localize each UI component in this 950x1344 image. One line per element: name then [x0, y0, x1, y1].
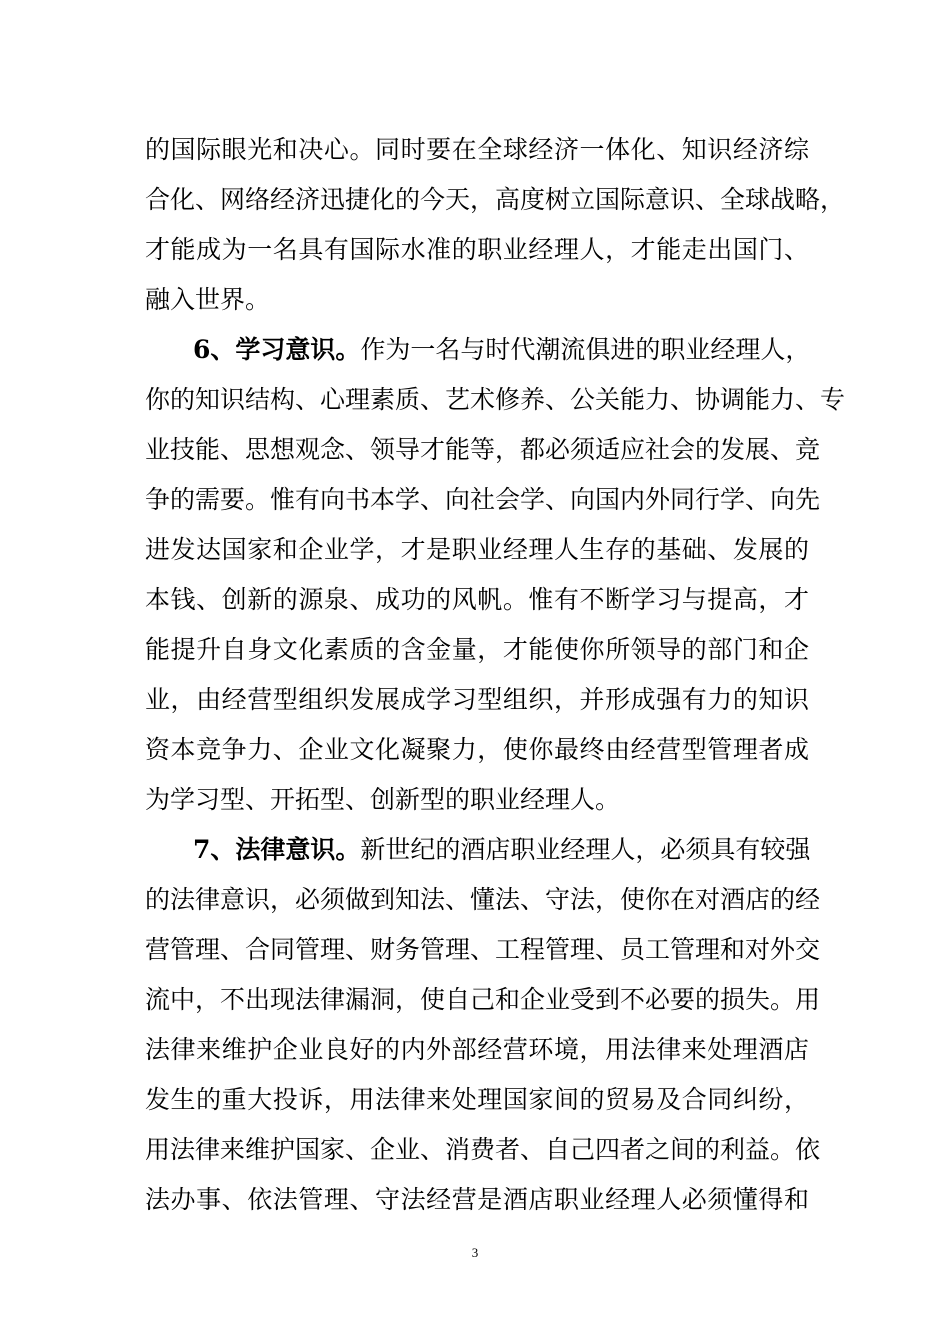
text-line: 能提升自身文化素质的含金量，才能使你所领导的部门和企 [145, 635, 809, 664]
section-7-first-line-text: 新世纪的酒店职业经理人，必须具有较强 [360, 835, 811, 864]
text-line: 争的需要。惟有向书本学、向社会学、向国内外同行学、向先 [145, 485, 821, 514]
text-line: 业，由经营型组织发展成学习型组织，并形成强有力的知识 [145, 685, 809, 714]
text-line: 你的知识结构、心理素质、艺术修养、公关能力、协调能力、专 [145, 385, 846, 414]
text-line: 为学习型、开拓型、创新型的职业经理人。 [145, 785, 621, 814]
section-6-first-line [193, 330, 809, 370]
text-line: 流中，不出现法律漏洞，使自己和企业受到不必要的损失。用 [145, 985, 821, 1014]
text-line: 用法律来维护国家、企业、消费者、自己四者之间的利益。依 [145, 1135, 821, 1164]
text-line: 本钱、创新的源泉、成功的风帆。惟有不断学习与提高，才 [145, 585, 809, 614]
text-line: 法律来维护企业良好的内外部经营环境，用法律来处理酒店 [145, 1035, 809, 1064]
text-line: 资本竞争力、企业文化凝聚力，使你最终由经营型管理者成 [145, 735, 809, 764]
section-6-first-line-text: 作为一名与时代潮流俱进的职业经理人， [360, 335, 811, 364]
section-7-heading: 7、法律意识。 [193, 835, 361, 864]
text-line: 合化、网络经济迅捷化的今天，高度树立国际意识、全球战略， [145, 185, 846, 214]
text-line: 才能成为一名具有国际水准的职业经理人，才能走出国门、 [145, 235, 809, 264]
section-7-first-line [193, 830, 809, 870]
section-6-heading: 6、学习意识。 [193, 335, 361, 364]
text-line: 营管理、合同管理、财务管理、工程管理、员工管理和对外交 [145, 935, 821, 964]
page-number: 3 [471, 1245, 479, 1260]
text-line: 进发达国家和企业学，才是职业经理人生存的基础、发展的 [145, 535, 809, 564]
text-line: 的法律意识，必须做到知法、懂法、守法，使你在对酒店的经 [145, 885, 821, 914]
text-line: 发生的重大投诉，用法律来处理国家间的贸易及合同纠纷， [145, 1085, 809, 1114]
text-line: 融入世界。 [145, 285, 271, 314]
text-line: 法办事、依法管理、守法经营是酒店职业经理人必须懂得和 [145, 1185, 809, 1214]
text-line: 业技能、思想观念、领导才能等，都必须适应社会的发展、竞 [145, 435, 821, 464]
text-line: 的国际眼光和决心。同时要在全球经济一体化、知识经济综 [145, 135, 809, 164]
